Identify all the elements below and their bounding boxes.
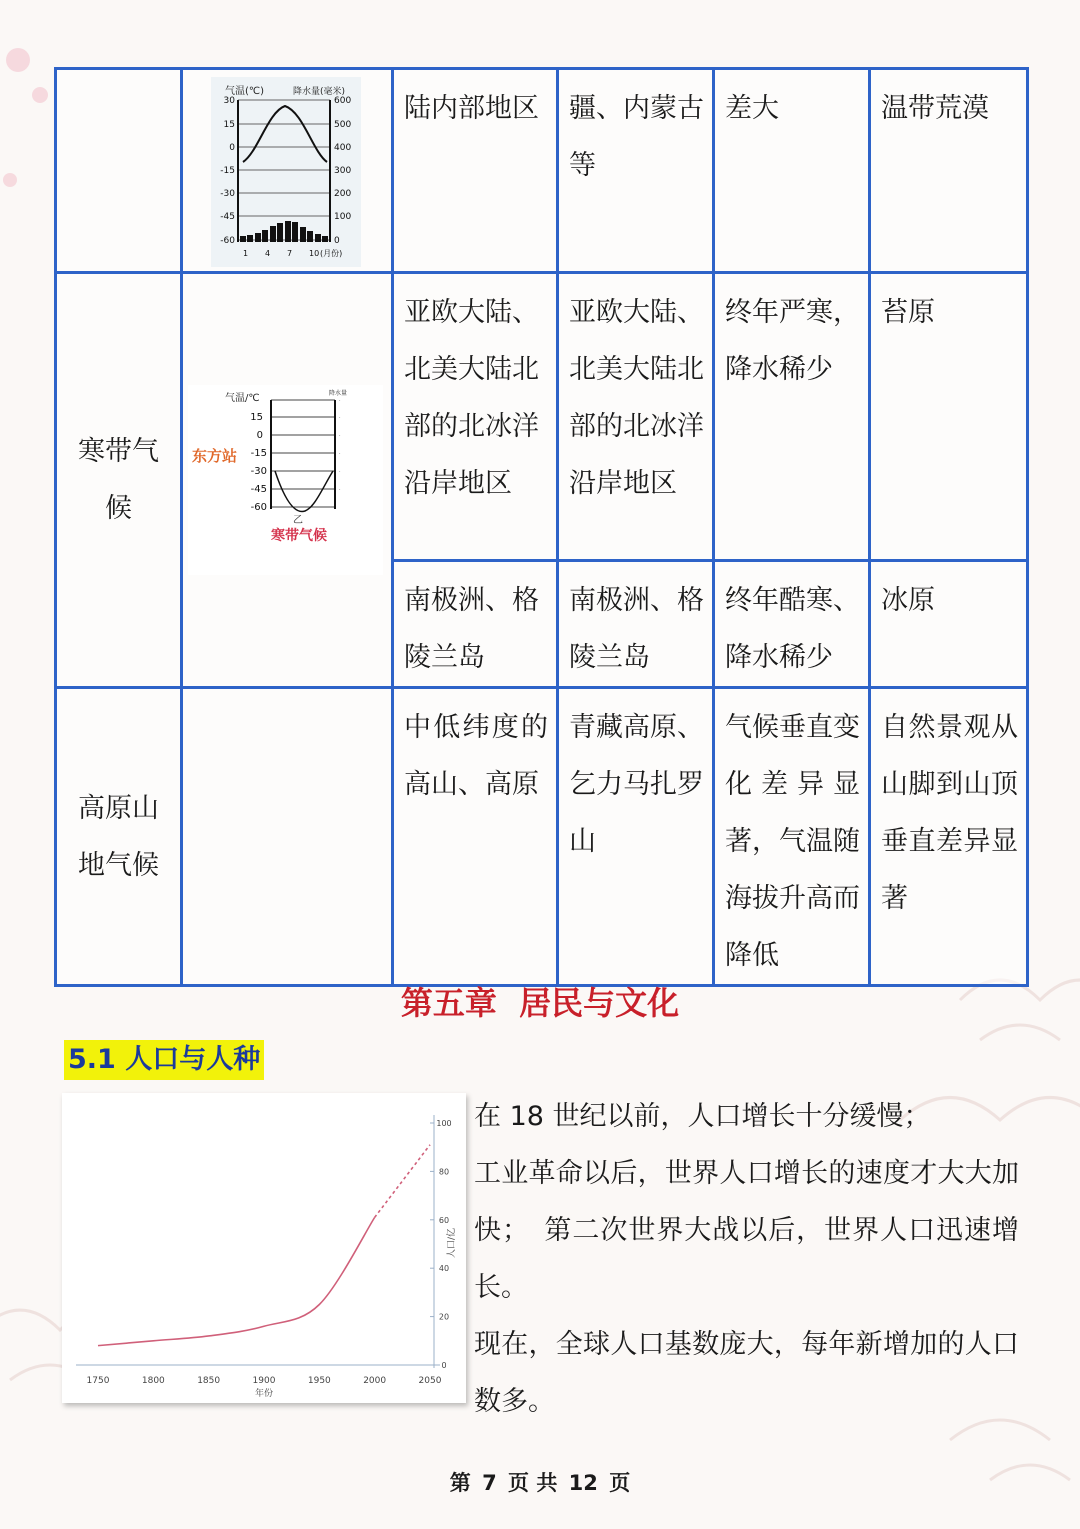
temp-tick: 0 xyxy=(256,430,263,441)
month-tick: 10 xyxy=(309,248,320,258)
footer-suffix: 页 xyxy=(609,1471,631,1495)
precip-tick: 400 xyxy=(334,142,352,153)
temp-tick: -60 xyxy=(220,235,235,246)
y-tick-label: 20 xyxy=(438,1312,450,1322)
chart-sub-label: 乙 xyxy=(293,515,303,526)
y-axis-label: 人口/亿 xyxy=(447,1227,457,1259)
paragraph: 工业革命以后，世界人口增长的速度才大大加快； 第二次世界大战以后，世界人口迅速增长。 xyxy=(474,1158,1019,1303)
temp-tick: 15 xyxy=(250,412,263,423)
x-tick-label: 2050 xyxy=(418,1376,442,1386)
temp-axis-label: 气温(℃) xyxy=(225,85,265,97)
x-tick-label: 1800 xyxy=(141,1376,165,1386)
precip-tick: 0 xyxy=(334,235,340,246)
month-unit: (月份) xyxy=(320,248,343,258)
location-cell: 陆内部地区 xyxy=(393,69,558,273)
y-tick-label: 100 xyxy=(436,1119,452,1128)
precip-tick: 300 xyxy=(334,165,352,176)
temp-tick: -15 xyxy=(250,448,267,459)
svg-text:·: · xyxy=(339,415,341,421)
svg-text:·: · xyxy=(339,433,341,439)
footer-middle: 页 共 xyxy=(508,1471,558,1495)
temp-tick: 0 xyxy=(229,142,235,153)
landscape-cell: 冰原 xyxy=(870,561,1028,688)
svg-text:·: · xyxy=(339,451,341,457)
section-title: 5.1 人口与人种 xyxy=(64,1040,264,1080)
x-tick-label: 2000 xyxy=(363,1376,387,1386)
population-growth-chart xyxy=(62,1093,466,1403)
footer-prefix: 第 xyxy=(449,1471,471,1495)
climate-chart-cell xyxy=(182,69,393,273)
precip-tick: 500 xyxy=(334,119,352,130)
svg-text:·: · xyxy=(339,469,341,475)
table-row xyxy=(56,273,1028,561)
month-tick: 1 xyxy=(243,248,249,258)
x-tick-label: 1900 xyxy=(252,1376,276,1386)
temp-tick: 15 xyxy=(223,119,235,130)
y-tick-label: 80 xyxy=(438,1167,450,1177)
table-row xyxy=(56,688,1028,986)
x-tick-label: 1750 xyxy=(86,1376,110,1386)
svg-text:·: · xyxy=(339,398,341,404)
features-cell: 差大 xyxy=(714,69,870,273)
precip-axis-label: 降水量 xyxy=(329,390,348,397)
y-tick-label: 0 xyxy=(441,1361,447,1370)
precip-tick: 600 xyxy=(334,95,352,106)
month-tick: 4 xyxy=(265,248,271,258)
precip-axis-label: 降水量(毫米) xyxy=(293,86,346,97)
landscape-cell: 自然景观从山脚到山顶垂直差异显著 xyxy=(870,688,1028,986)
y-tick-label: 60 xyxy=(438,1215,450,1225)
current-page-number: 7 xyxy=(482,1471,497,1495)
polar-climate-chart xyxy=(183,375,388,575)
climate-chart-cell xyxy=(182,273,393,688)
temp-tick: -15 xyxy=(220,165,235,176)
climate-table xyxy=(54,67,1029,987)
population-curve xyxy=(98,1217,375,1345)
landscape-cell: 温带荒漠 xyxy=(870,69,1028,273)
location-cell: 中低纬度的高山、高原 xyxy=(393,688,558,986)
climate-chart-cell-empty xyxy=(182,688,393,986)
precip-tick: 100 xyxy=(334,211,352,222)
population-chart-svg xyxy=(62,1093,466,1403)
temp-tick: -45 xyxy=(250,484,267,495)
features-cell: 终年严寒，降水稀少 xyxy=(714,273,870,561)
distribution-cell: 疆、内蒙古等 xyxy=(558,69,714,273)
page-footer xyxy=(0,1468,1080,1498)
x-axis-label: 年份 xyxy=(254,1389,274,1399)
station-label: 东方站 xyxy=(192,447,238,465)
climate-name-cell xyxy=(56,69,182,273)
table-row xyxy=(56,69,1028,273)
temp-tick: 30 xyxy=(223,95,235,106)
temp-tick: -45 xyxy=(220,211,235,222)
features-cell: 气候垂直变化差异显著，气温随海拔升高而降低 xyxy=(714,688,870,986)
climate-name-cell: 寒带气候 xyxy=(56,273,182,688)
climate-name-cell: 高原山地气候 xyxy=(56,688,182,986)
distribution-cell: 亚欧大陆、北美大陆北部的北冰洋沿岸地区 xyxy=(558,273,714,561)
temp-tick: -60 xyxy=(250,502,267,513)
paragraph: 在 18 世纪以前，人口增长十分缓慢； xyxy=(474,1101,931,1132)
temp-axis-label: 气温/℃ xyxy=(225,393,260,404)
temp-tick: -30 xyxy=(220,188,235,199)
precip-tick: 200 xyxy=(334,188,352,199)
population-description xyxy=(474,1088,1019,1430)
paragraph: 现在，全球人口基数庞大，每年新增加的人口数多。 xyxy=(474,1329,1019,1417)
location-cell: 南极洲、格陵兰岛 xyxy=(393,561,558,688)
distribution-cell: 青藏高原、乞力马扎罗山 xyxy=(558,688,714,986)
location-cell: 亚欧大陆、北美大陆北部的北冰洋沿岸地区 xyxy=(393,273,558,561)
landscape-cell: 苔原 xyxy=(870,273,1028,561)
month-tick: 7 xyxy=(287,248,293,258)
x-tick-label: 1950 xyxy=(307,1376,331,1386)
total-page-number: 12 xyxy=(568,1471,598,1495)
svg-text:·: · xyxy=(339,487,341,493)
chapter-title: 第五章 居民与文化 xyxy=(400,984,680,1022)
distribution-cell: 南极洲、格陵兰岛 xyxy=(558,561,714,688)
y-tick-label: 40 xyxy=(438,1264,450,1274)
temp-tick: -30 xyxy=(250,466,267,477)
population-curve-projection xyxy=(375,1145,430,1218)
climate-type-label: 寒带气候 xyxy=(271,528,327,544)
temperate-desert-climate-chart xyxy=(183,72,388,270)
features-cell: 终年酷寒、降水稀少 xyxy=(714,561,870,688)
x-tick-label: 1850 xyxy=(197,1376,221,1386)
